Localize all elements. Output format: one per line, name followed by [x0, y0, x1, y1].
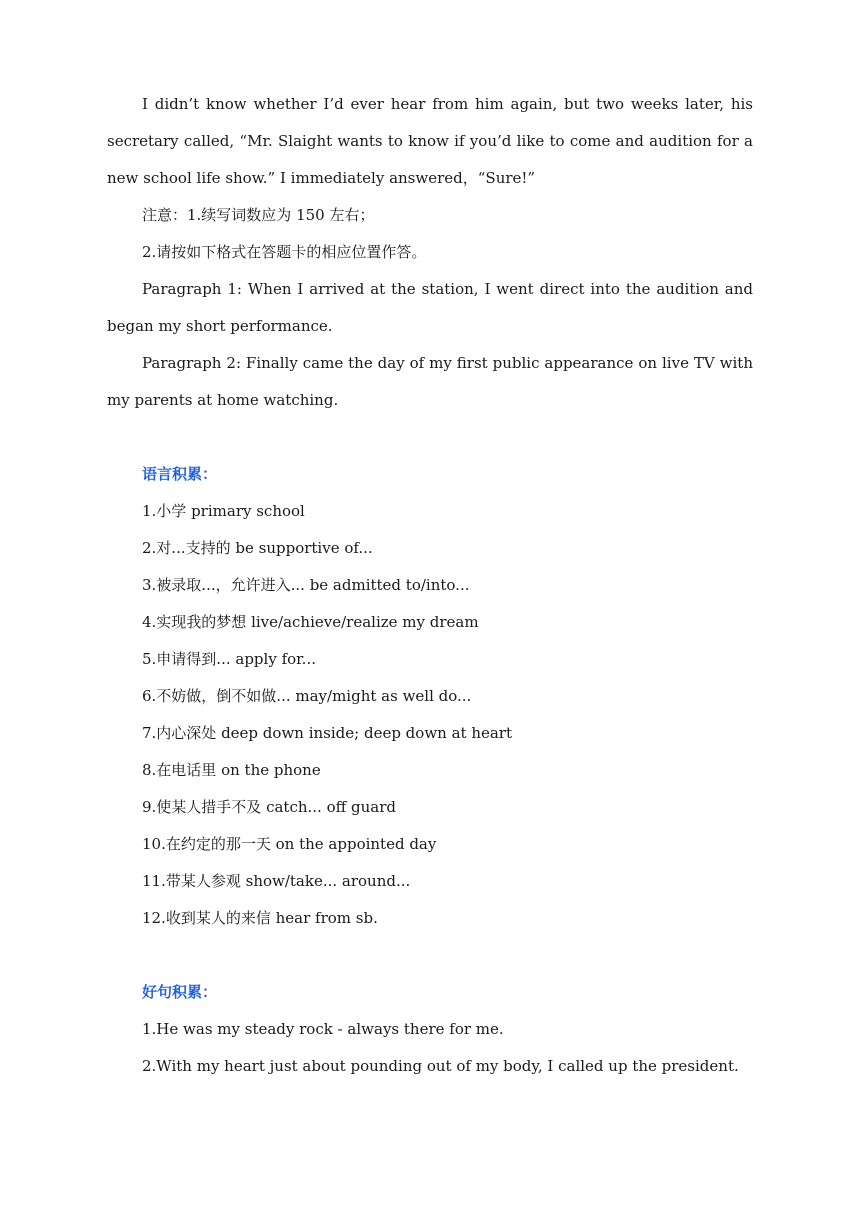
story-paragraph: I didn’t know whether I’d ever hear from him again, but two weeks later, his secretary called, “Mr. Slaight wants to know if you’d like to come and audition for a new school life show.” I immediately answered，“Sure!” [107, 95, 753, 187]
list-item: 11.带某人参观 show/take... around... [142, 872, 411, 890]
list-item: 8.在电话里 on the phone [142, 761, 321, 779]
language-heading: 语言积累： [142, 465, 218, 483]
section-gap [107, 419, 753, 456]
list-item: 5.申请得到... apply for... [142, 650, 316, 668]
sentence-item: 2.With my heart just about pounding out of my body, I called up the president. [142, 1057, 739, 1075]
list-item: 9.使某人措手不及 catch... off guard [142, 798, 397, 816]
list-item: 10.在约定的那一天 on the appointed day [142, 835, 437, 853]
section-gap [107, 937, 753, 974]
list-item: 7.内心深处 deep down inside; deep down at heart [142, 724, 513, 742]
list-item: 3.被录取...，允许进入... be admitted to/into... [142, 576, 470, 594]
note-format: 2.请按如下格式在答题卡的相应位置作答。 [142, 243, 427, 261]
prompt-paragraph-2: Paragraph 2: Finally came the day of my first public appearance on live TV with my parents at home watching. [107, 354, 753, 409]
list-item: 6.不妨做，倒不如做... may/might as well do... [142, 687, 472, 705]
prompt-paragraph-1: Paragraph 1: When I arrived at the station, I went direct into the audition and began my short performance. [107, 280, 753, 335]
list-item: 1.小学 primary school [142, 502, 305, 520]
note-word-count: 注意：1.续写词数应为 150 左右； [142, 206, 375, 224]
sentence-item: 1.He was my steady rock - always there for me. [142, 1020, 504, 1038]
list-item: 12.收到某人的来信 hear from sb. [142, 909, 378, 927]
document-body [107, 86, 753, 1085]
list-item: 2.对...支持的 be supportive of... [142, 539, 373, 557]
list-item: 4.实现我的梦想 live/achieve/realize my dream [142, 613, 479, 631]
sentences-heading: 好句积累： [142, 983, 218, 1001]
